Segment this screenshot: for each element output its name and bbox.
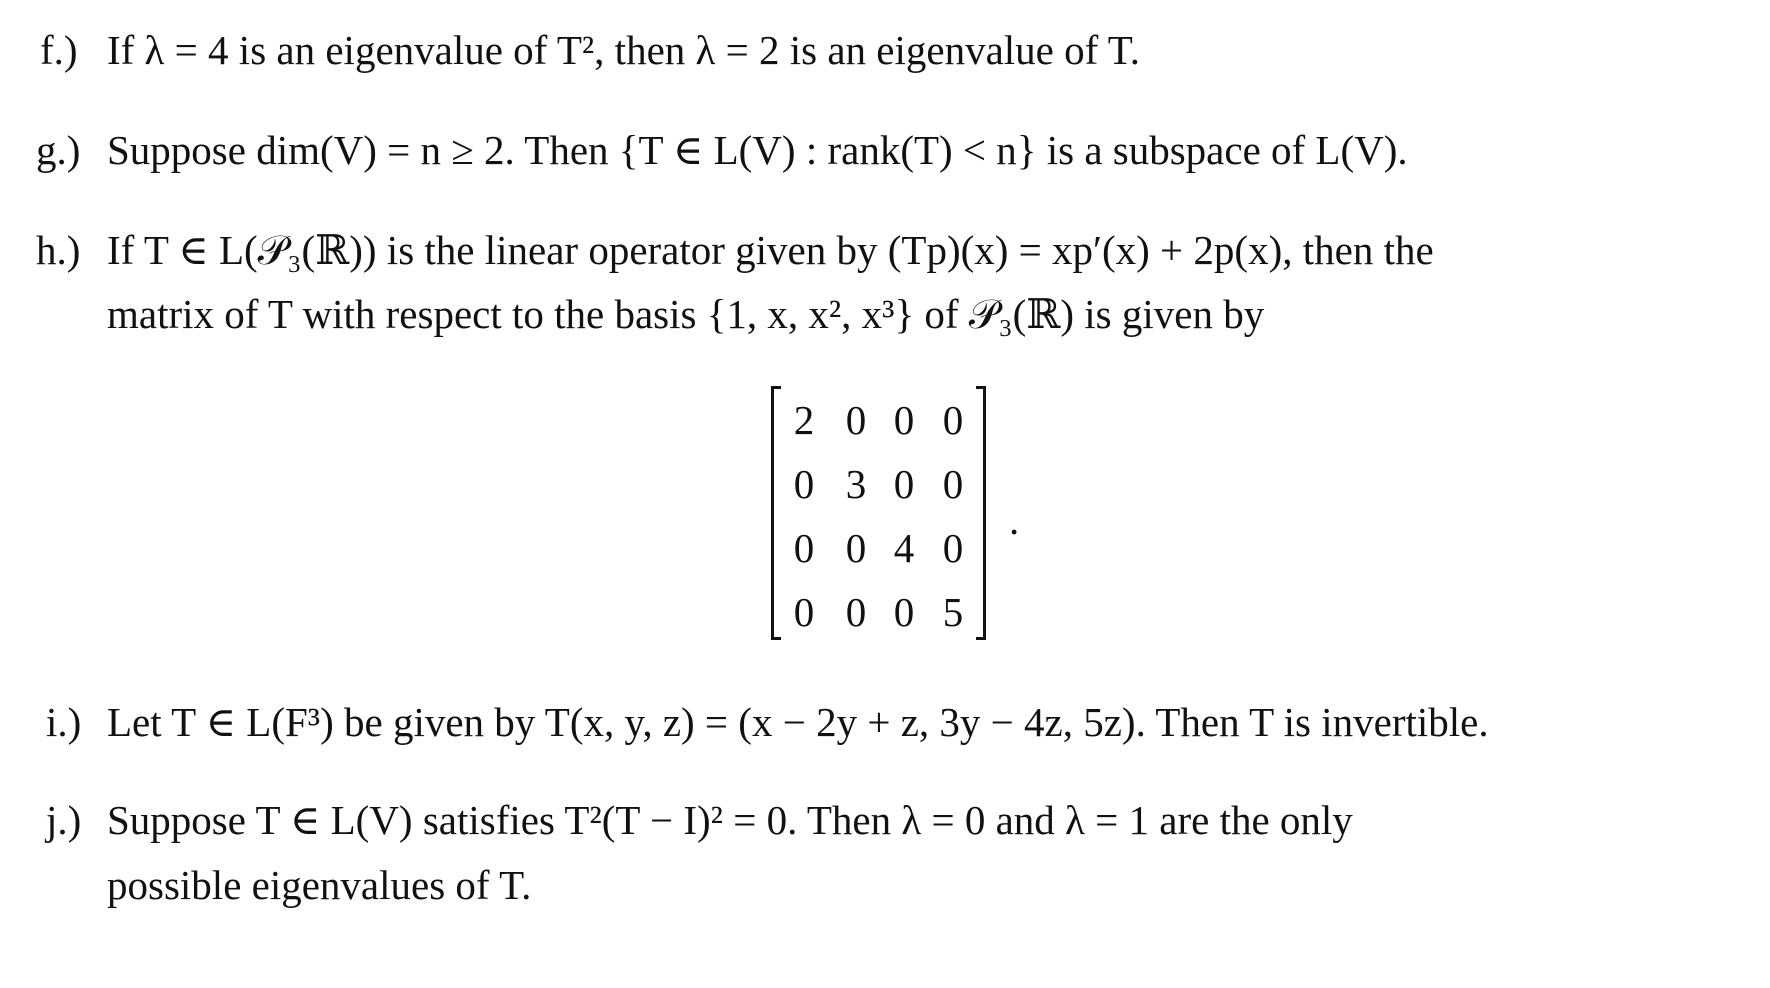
item-j-line2: possible eigenvalues of T.: [107, 862, 532, 908]
matrix-cell: 0: [942, 397, 964, 443]
matrix-cell: 0: [793, 589, 815, 635]
item-h-line2: matrix of T with respect to the basis {1, x, x², x³} of 𝒫₃(ℝ) is given by: [107, 291, 1265, 337]
matrix-cell: 5: [942, 589, 964, 635]
item-i-label: i.): [46, 699, 82, 745]
matrix-cell: 0: [942, 525, 964, 571]
item-i-text: Let T ∈ L(F³) be given by T(x, y, z) = (x − 2y + z, 3y − 4z, 5z). Then T is invertible.: [107, 699, 1489, 745]
matrix-cell: 4: [893, 525, 915, 571]
matrix-right-bracket: [976, 386, 986, 640]
matrix-cell: 0: [893, 461, 915, 507]
item-h-label: h.): [36, 227, 81, 273]
item-j-label: j.): [46, 797, 82, 843]
matrix-cell: 0: [942, 461, 964, 507]
matrix-cell: 0: [793, 461, 815, 507]
matrix-cell: 3: [845, 461, 867, 507]
item-g-text: Suppose dim(V) = n ≥ 2. Then {T ∈ L(V) : rank(T) < n} is a subspace of L(V).: [107, 127, 1408, 173]
item-j-line1: Suppose T ∈ L(V) satisfies T²(T − I)² = 0. Then λ = 0 and λ = 1 are the only: [107, 797, 1353, 843]
matrix: [771, 386, 986, 640]
matrix-cell: 2: [793, 397, 815, 443]
matrix-cell: 0: [845, 589, 867, 635]
item-f-text: If λ = 4 is an eigenvalue of T², then λ = 2 is an eigenvalue of T.: [107, 27, 1141, 73]
item-h-line1: If T ∈ L(𝒫₃(ℝ)) is the linear operator given by (Tp)(x) = xp′(x) + 2p(x), then the: [107, 227, 1434, 273]
matrix-cell: 0: [793, 525, 815, 571]
matrix-cell: 0: [893, 397, 915, 443]
matrix-left-bracket: [771, 386, 781, 640]
matrix-cell: 0: [893, 589, 915, 635]
item-f-label: f.): [40, 27, 78, 73]
matrix-cell: 0: [845, 397, 867, 443]
item-g-label: g.): [36, 127, 81, 173]
matrix-period: .: [1009, 497, 1020, 543]
matrix-cell: 0: [845, 525, 867, 571]
